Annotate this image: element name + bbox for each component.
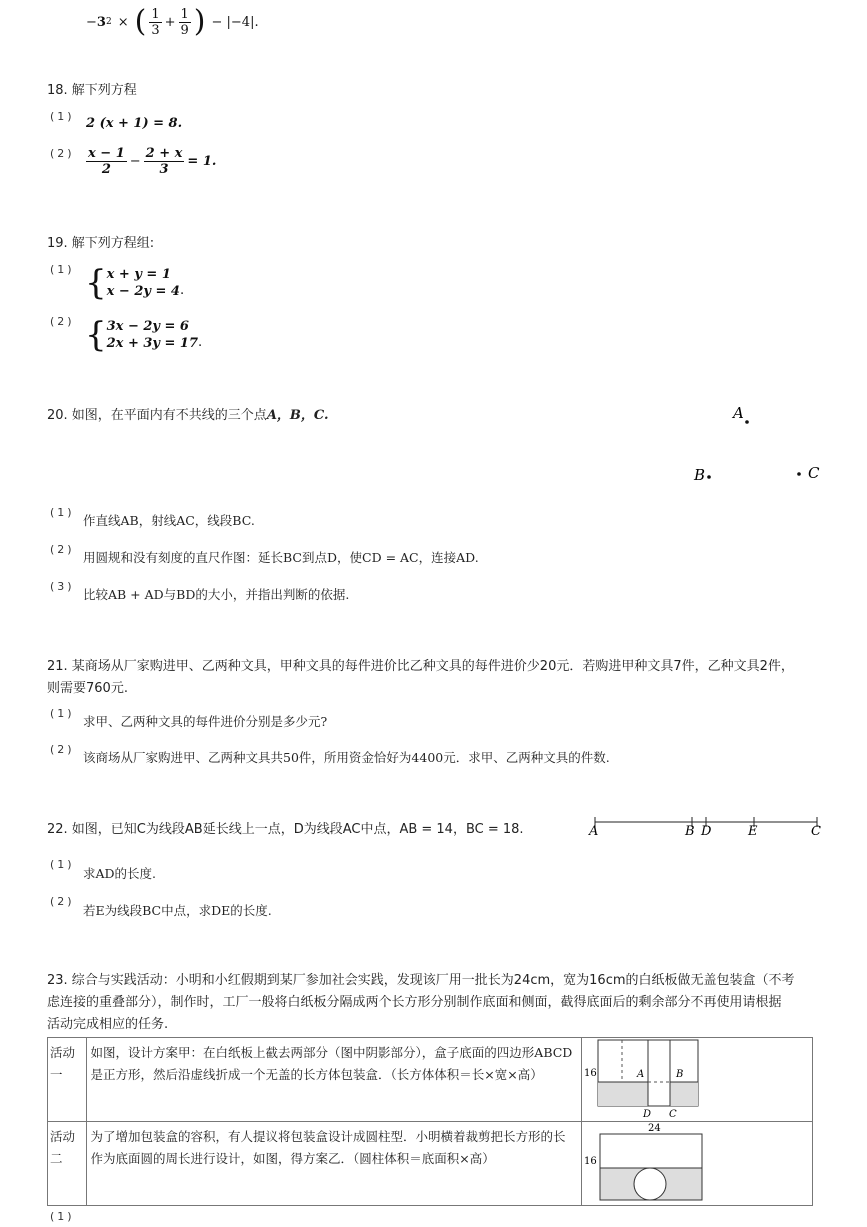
q18-title: 18. 解下列方程 <box>47 83 137 98</box>
label-e: E <box>748 824 758 839</box>
q23-line2: 虑连接的重叠部分），制作时，工厂一般将白纸板分隔成两个长方形分别制作底面和侧面，截得底面后的剩余部分不再使用请根据 <box>47 995 782 1010</box>
activity-row-2 <box>48 1122 813 1206</box>
q18-part1-expr: 2 (x + 1) = 8. <box>86 116 183 131</box>
q19-part2-num: (2) <box>50 315 75 328</box>
activity-1-figure <box>581 1038 812 1122</box>
q21-part1-text: 求甲、乙两种文具的每件进价分别是多少元? <box>83 714 328 729</box>
fig1-height-label: 16 <box>583 1068 597 1079</box>
q21-line2: 则需要760元. <box>47 681 128 696</box>
point-a <box>745 420 749 424</box>
q20-part3-text: 比较AB + AD与BD的大小，并指出判断的依据. <box>83 587 350 602</box>
point-c-label: C <box>808 464 820 482</box>
label-a: A <box>589 824 599 839</box>
activity-row-1 <box>48 1038 813 1122</box>
q20-title: 20. 如图，在平面内有不共线的三个点A，B，C. <box>47 408 329 423</box>
q23-part1-num: (1) <box>50 1210 75 1223</box>
q20-part3-num: (3) <box>50 580 75 593</box>
q21-part2-text: 该商场从厂家购进甲、乙两种文具共50件，所用资金恰好为4400元．求甲、乙两种文具的件数. <box>83 750 610 765</box>
q22-part1-num: (1) <box>50 858 75 871</box>
point-a-label: A <box>733 404 744 422</box>
q22-segment-figure <box>585 810 825 840</box>
q20-part1-text: 作直线AB，射线AC，线段BC. <box>83 513 255 528</box>
activity-table <box>47 1037 813 1206</box>
q21-part1-num: (1) <box>50 707 75 720</box>
q22-title: 22. 如图，已知C为线段AB延长线上一点，D为线段AC中点，AB = 14，BC = 18. <box>47 822 524 837</box>
activity-1-label: 活动一 <box>48 1038 87 1122</box>
point-b-label: B <box>694 466 706 484</box>
point-c <box>797 472 801 476</box>
q20-part1-num: (1) <box>50 506 75 519</box>
fig2-height-label: 16 <box>583 1156 597 1167</box>
point-b <box>707 475 711 479</box>
q21-line1: 21. 某商场从厂家购进甲、乙两种文具，甲种文具的每件进价比乙种文具的每件进价少20元．若购进甲种文具7件，乙种文具2件， <box>47 659 794 674</box>
q18-part1-num: (1) <box>50 110 75 123</box>
fig1-label-c: C <box>668 1109 677 1120</box>
fig1-label-b: B <box>675 1069 684 1080</box>
q19-title: 19. 解下列方程组: <box>47 236 155 251</box>
q19-part1-system: { x + y = 1 x − 2y = 4 . <box>85 263 185 303</box>
q22-part2-text: 若E为线段BC中点，求DE的长度. <box>83 903 272 918</box>
q20-points-figure <box>680 400 830 490</box>
top-expression: − 3 2 × ( $\frac{1}{3}$ + $\frac{1}{9}$ ) − |−4|. <box>86 4 259 39</box>
label-c: C <box>811 824 821 839</box>
label-b: B <box>685 824 695 839</box>
q23-line3: 活动完成相应的任务. <box>47 1017 169 1032</box>
q19-part1-num: (1) <box>50 263 75 276</box>
q18-part2-num: (2) <box>50 147 75 160</box>
q21-part2-num: (2) <box>50 743 75 756</box>
activity-2-label: 活动二 <box>48 1122 87 1206</box>
fig1-label-d: D <box>642 1109 652 1120</box>
q22-part2-num: (2) <box>50 895 75 908</box>
activity-2-text: 为了增加包装盒的容积，有人提议将包装盒设计成圆柱型．小明横着裁剪把长方形的长作为底面圆的周长进行设计，如图，得方案乙．（圆柱体积＝底面积×高） <box>86 1122 581 1206</box>
activity-1-text: 如图，设计方案甲：在白纸板上截去两部分（图中阴影部分），盒子底面的四边形ABCD是正方形，然后沿虚线折成一个无盖的长方体包装盒．（长方体体积＝长×宽×高） <box>86 1038 581 1122</box>
fig2-width-label: 24 <box>647 1123 661 1134</box>
q23-line1: 23. 综合与实践活动：小明和小红假期到某厂参加社会实践，发现该厂用一批长为24cm，宽为16cm的白纸板做无盖包装盒（不考 <box>47 973 795 988</box>
q19-part2-system: { 3x − 2y = 6 2x + 3y = 17 . <box>85 315 203 355</box>
fig1-label-a: A <box>636 1069 645 1080</box>
activity-2-figure <box>581 1122 812 1206</box>
q20-part2-num: (2) <box>50 543 75 556</box>
q18-part2-expr: $\frac{x - 1}{2}$ − $\frac{2 + x}{3}$ = 1. <box>88 146 217 177</box>
q20-part2-text: 用圆规和没有刻度的直尺作图：延长BC到点D，使CD = AC，连接AD. <box>83 550 479 565</box>
q22-part1-text: 求AD的长度. <box>83 866 157 881</box>
label-d: D <box>701 824 712 839</box>
